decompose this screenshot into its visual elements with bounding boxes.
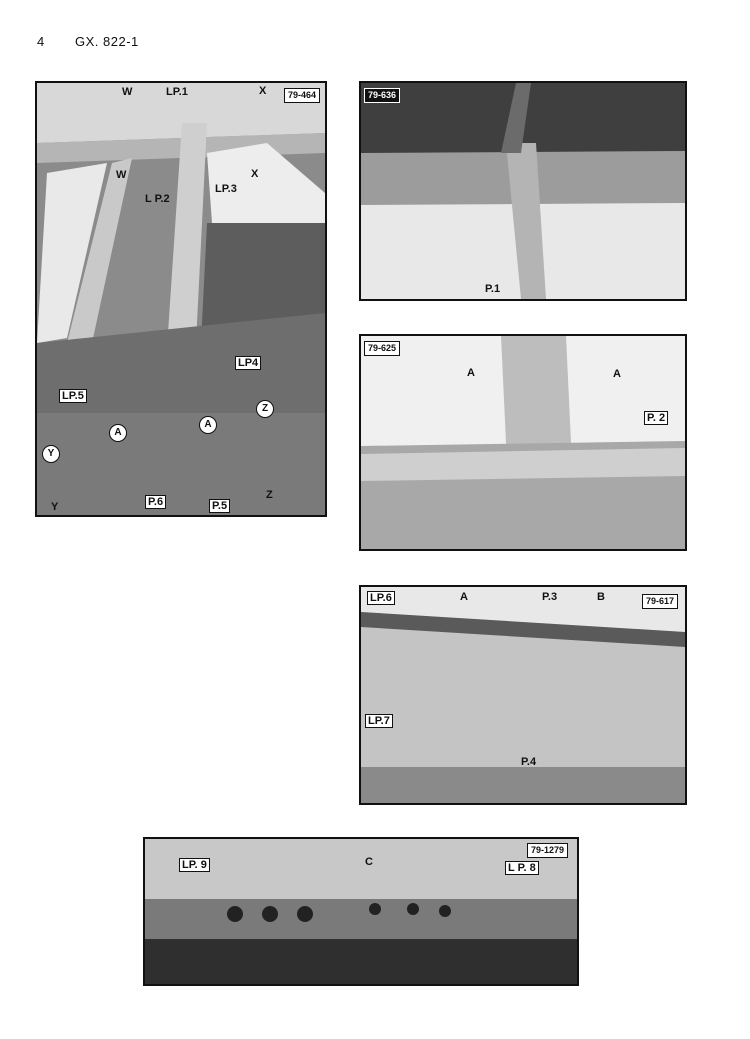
- label-lp8: L P. 8: [505, 861, 539, 875]
- figure-79-625: [359, 334, 687, 551]
- figure-79-617: [359, 585, 687, 805]
- figure-ref: 79-1279: [527, 843, 568, 858]
- label-y-bottom: Y: [51, 501, 59, 513]
- label-lp2: L P.2: [145, 193, 170, 205]
- label-lp3: LP.3: [215, 183, 237, 195]
- figure-79-636-photo: [361, 83, 685, 299]
- label-lp5: LP.5: [59, 389, 87, 403]
- figure-79-625-photo: [361, 336, 685, 549]
- label-p5: P.5: [209, 499, 230, 513]
- figure-79-617-photo: [361, 587, 685, 803]
- label-x-bottom: X: [251, 168, 259, 180]
- label-a-left: A: [109, 424, 127, 442]
- figure-ref: 79-625: [364, 341, 400, 356]
- label-p6: P.6: [145, 495, 166, 509]
- label-p4: P.4: [521, 756, 537, 768]
- figure-ref: 79-464: [284, 88, 320, 103]
- label-b: B: [597, 591, 605, 603]
- label-p3: P.3: [542, 591, 558, 603]
- page-number: 4: [37, 34, 45, 49]
- label-lp6: LP.6: [367, 591, 395, 605]
- label-p2: P. 2: [644, 411, 668, 425]
- label-z-top: Z: [256, 400, 274, 418]
- label-x-top: X: [259, 85, 267, 97]
- figure-79-1279: [143, 837, 579, 986]
- label-c: C: [365, 856, 373, 868]
- figure-79-464: [35, 81, 327, 517]
- label-a-right: A: [613, 368, 621, 380]
- figure-79-636: [359, 81, 687, 301]
- figure-ref: 79-617: [642, 594, 678, 609]
- document-code: GX. 822-1: [75, 34, 139, 49]
- label-lp1: LP.1: [166, 86, 188, 98]
- figure-ref: 79-636: [364, 88, 400, 103]
- label-lp4: LP4: [235, 356, 261, 370]
- label-y-top: Y: [42, 445, 60, 463]
- label-w-bottom: W: [116, 169, 127, 181]
- label-z-bottom: Z: [266, 489, 273, 501]
- label-a: A: [460, 591, 468, 603]
- label-w-top: W: [122, 86, 133, 98]
- label-a-left: A: [467, 367, 475, 379]
- label-p1: P.1: [485, 283, 501, 295]
- label-lp9: LP. 9: [179, 858, 210, 872]
- figure-79-464-photo: [37, 83, 325, 515]
- label-lp7: LP.7: [365, 714, 393, 728]
- label-a-right: A: [199, 416, 217, 434]
